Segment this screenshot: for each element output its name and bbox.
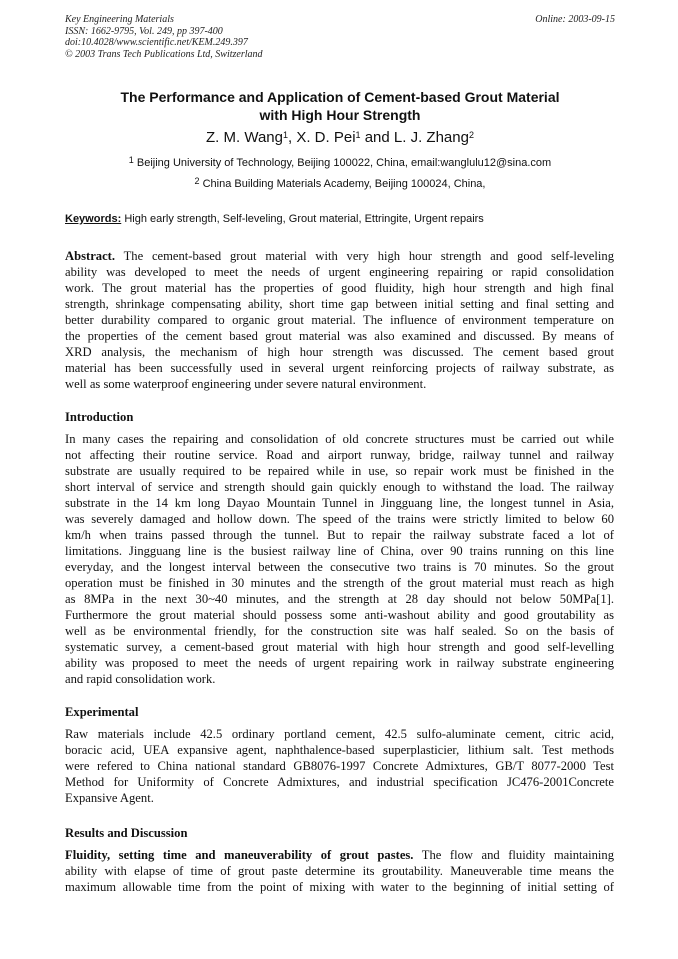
- intro-line: not affecting their routine service. Road and airport runway, bridge, railway tunnel and railway: [65, 448, 614, 462]
- intro-line: was severely damaged and hollow down. The speed of the trains were strictly limited to below 60: [65, 512, 614, 526]
- journal-name: Key Engineering Materials: [65, 14, 174, 25]
- issn-line: ISSN: 1662-9795, Vol. 249, pp 397-400: [65, 25, 223, 37]
- affiliation-2-text: China Building Materials Academy, Beijing 100024, China,: [202, 178, 486, 190]
- title-line-1: The Performance and Application of Cement-based Grout Material: [120, 89, 560, 105]
- abstract-line: XRD analysis, the mechanism of high hour strength was discussed. The cement based grout: [65, 345, 614, 359]
- author-1-affiliation-mark: 1: [282, 130, 288, 140]
- intro-line: short interval of service and strength should gain quickly enough to withstand the load. The railway: [65, 480, 614, 494]
- results-subheading: Fluidity, setting time and maneuverability of grout pastes.: [65, 848, 414, 862]
- introduction-heading: Introduction: [65, 410, 134, 424]
- author-list: [65, 128, 615, 148]
- abstract-line: well as some waterproof engineering under severe natural environment.: [65, 377, 427, 391]
- intro-line: systematic survey, a cement-based grout material with high hour strength and good self-levelling: [65, 640, 614, 654]
- abstract-paragraph: [65, 248, 614, 392]
- results-line: maximum allowable time from the point of mixing with water to the beginning of initial setting of: [65, 880, 614, 894]
- intro-line: km/h when trains passed through the tunnel. But to repair the railway substrate faced a lot of: [65, 528, 614, 542]
- abstract-line: better durability compared to organic grout material. The influence of environment temperature on: [65, 313, 614, 327]
- abstract-label: Abstract.: [65, 249, 116, 263]
- author-3: and L. J. Zhang: [360, 129, 469, 146]
- intro-line: substrate are usually required to be repaired while in use, so repair work must be finished in the: [65, 464, 614, 478]
- affiliation-2-mark: 2: [194, 176, 200, 186]
- online-date: Online: 2003-09-15: [535, 14, 615, 25]
- intro-line: limitations. Jingguang line is the busiest railway line of China, over 90 trains running on this line: [65, 544, 614, 558]
- keywords: [65, 212, 615, 226]
- doi-line: doi:10.4028/www.scientific.net/KEM.249.397: [65, 37, 248, 48]
- intro-line: Furthermore the grout material should possess some anti-washout ability and good groutability as: [65, 608, 614, 622]
- intro-line: everyday, and the longest interval between the consecutive two trains is 70 minutes. So the grout: [65, 560, 614, 574]
- affiliation-1-text: Beijing University of Technology, Beijing 100022, China, email:wanglulu12@sina.com: [136, 157, 552, 169]
- abstract-line: strength, shrinkage compensating ability, short time gap between initial setting and final setting and: [65, 297, 614, 311]
- intro-line: In many cases the repairing and consolidation of old concrete structures must be carried out while: [65, 432, 614, 446]
- experimental-line: Raw materials include 42.5 ordinary portland cement, 42.5 sulfo-aluminate cement, citric acid,: [65, 727, 614, 741]
- copyright-line: © 2003 Trans Tech Publications Ltd, Switzerland: [65, 48, 263, 60]
- intro-line: well as be environmental friendly, for the construction site was half sealed. So on the basis of: [65, 624, 614, 638]
- author-2-affiliation-mark: 1: [355, 130, 361, 140]
- experimental-heading: Experimental: [65, 705, 139, 719]
- journal-header: [65, 14, 615, 60]
- abstract-line: ability was developed to meet the needs of urgent engineering repairing or rapid consolidation: [65, 265, 614, 279]
- experimental-line: boracic acid, UEA expansive agent, naphthalence-based superplasticier, lithium salt. Test methods: [65, 743, 614, 757]
- experimental-line: Method for Uniformity of Concrete Admixtures, and industrial specification JC476-2001Concrete: [65, 775, 614, 789]
- results-line: ability with elapse of time of grout paste determine its groutability. Maneuverable time means the: [65, 864, 614, 878]
- introduction-paragraph: [65, 431, 614, 687]
- paper-title: [65, 88, 615, 124]
- author-1: Z. M. Wang: [206, 129, 283, 146]
- affiliation-2: [65, 177, 615, 191]
- results-heading: Results and Discussion: [65, 826, 188, 840]
- results-line: Fluidity, setting time and maneuverability of grout pastes. The flow and fluidity maintaining: [65, 848, 614, 862]
- author-3-affiliation-mark: 2: [468, 130, 474, 140]
- intro-line: operation must be finished in 30 minutes and the strength of the grout material must reach as high: [65, 576, 614, 590]
- title-line-2: with High Hour Strength: [259, 107, 421, 123]
- abstract-line: Abstract. The cement-based grout material with very high hour strength and good self-leveling: [65, 249, 614, 263]
- abstract-line: material has been successfully used in several urgent reinforcing projects of railway substrate, as: [65, 361, 614, 375]
- intro-line: as 8MPa in the next 30~40 minutes, and the strength at 28 day should not below 50MPa[1].: [65, 592, 614, 606]
- results-paragraph: [65, 847, 614, 895]
- intro-line: and rapid consolidation work.: [65, 672, 216, 686]
- affiliation-1-mark: 1: [128, 155, 134, 165]
- intro-line: ability was proposed to meet the needs of urgent repairing work in railway substrate engineering: [65, 656, 614, 670]
- experimental-line: Expansive Agent.: [65, 791, 154, 805]
- intro-line: substrate in the 14 km long Dayao Mountain Tunnel in Jingguang line, the longest tunnel in Asia,: [65, 496, 614, 510]
- experimental-line: were refered to China national standard GB8076-1997 Concrete Admixtures, GB/T 8077-2000 Test: [65, 759, 614, 773]
- abstract-line: work. The grout material has the properties of good fluidity, high hour strength and high final: [65, 281, 614, 295]
- abstract-line: the properties of the cement based grout material was also examined and discussed. By means of: [65, 329, 614, 343]
- keywords-label: Keywords:: [65, 213, 122, 225]
- keywords-text: High early strength, Self-leveling, Grout material, Ettringite, Urgent repairs: [124, 213, 484, 225]
- affiliation-1: [65, 156, 615, 170]
- author-2: , X. D. Pei: [288, 129, 356, 146]
- experimental-paragraph: [65, 726, 614, 806]
